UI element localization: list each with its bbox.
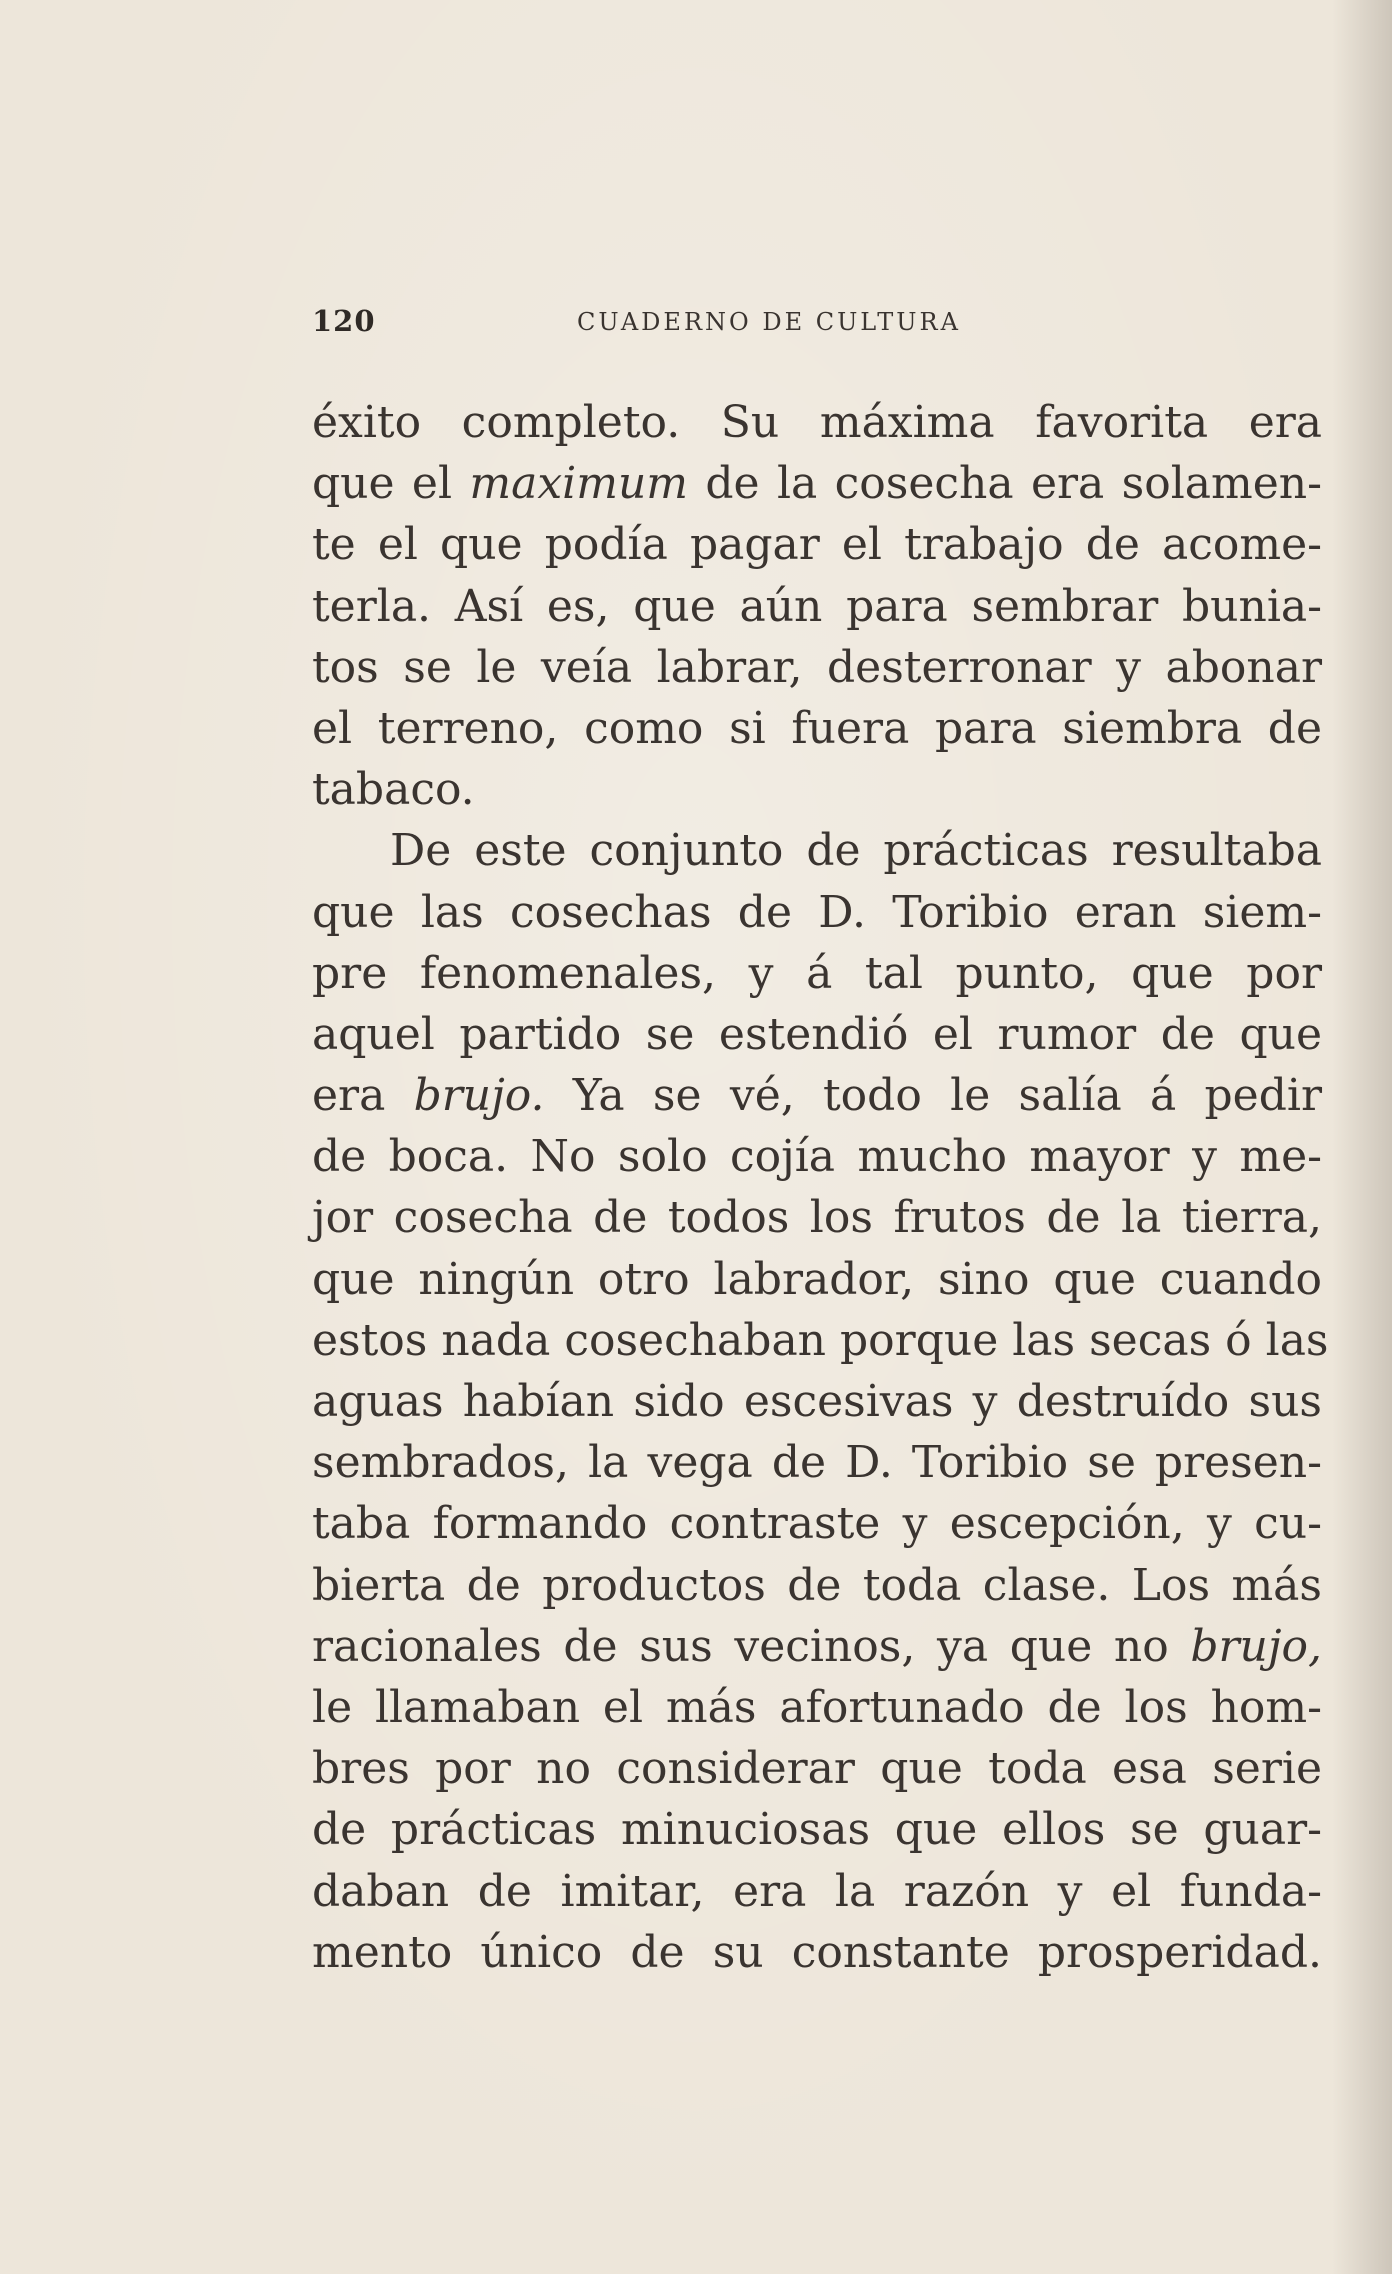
text-span: racionales de sus vecinos, ya que no xyxy=(312,1620,1191,1672)
text-line: tabaco. xyxy=(312,764,475,816)
text-line xyxy=(312,453,1322,514)
text-line: de boca. No solo cojía mucho mayor y me- xyxy=(312,1131,1322,1183)
text-line: aquel partido se estendió el rumor de que xyxy=(312,1008,1322,1060)
text-span: era xyxy=(312,1070,414,1122)
text-line: bres por no considerar que toda esa serie xyxy=(312,1743,1322,1795)
italic-term: brujo. xyxy=(413,1070,545,1122)
text-line: te el que podía pagar el trabajo de acome- xyxy=(312,519,1322,571)
text-line: que las cosechas de D. Toribio eran siem- xyxy=(312,886,1322,938)
running-title: CUADERNO DE CULTURA xyxy=(577,308,961,336)
body-text xyxy=(312,392,1329,1983)
text-line: aguas habían sido escesivas y destruído sus xyxy=(312,1376,1322,1427)
text-line: sembrados, la vega de D. Toribio se presen- xyxy=(312,1437,1322,1489)
text-line: daban de imitar, era la razón y el funda- xyxy=(312,1865,1322,1917)
text-line xyxy=(312,1616,1322,1677)
italic-term: maximum xyxy=(469,458,689,510)
text-line: tos se le veía labrar, desterronar y abonar xyxy=(312,641,1322,693)
page-number: 120 xyxy=(312,304,376,338)
page-edge-shadow xyxy=(1332,0,1392,2274)
text-line: jor cosecha de todos los frutos de la tierra, xyxy=(312,1192,1322,1244)
text-line: mento único de su constante prosperidad. xyxy=(312,1926,1322,1978)
text-line: De este conjunto de prácticas resultaba xyxy=(390,825,1322,877)
text-line: el terreno, como si fuera para siembra de xyxy=(312,702,1322,754)
text-line: estos nada cosechaban porque las secas ó las xyxy=(312,1314,1329,1366)
text-line: de prácticas minuciosas que ellos se guar- xyxy=(312,1804,1322,1856)
text-line: bierta de productos de toda clase. Los más xyxy=(312,1559,1322,1611)
italic-term: brujo, xyxy=(1190,1620,1322,1672)
text-line xyxy=(312,1065,1322,1126)
text-line: pre fenomenales, y á tal punto, que por xyxy=(312,947,1322,999)
text-line: que ningún otro labrador, sino que cuando xyxy=(312,1253,1322,1305)
text-span: que el xyxy=(312,458,470,510)
text-span: de la cosecha era solamen- xyxy=(688,458,1322,510)
running-head xyxy=(312,300,1322,350)
text-line: terla. Así es, que aún para sembrar bunia- xyxy=(312,580,1322,632)
text-span: Ya se vé, todo le salía á pedir xyxy=(544,1070,1322,1122)
text-line: taba formando contraste y escepción, y cu- xyxy=(312,1498,1322,1550)
text-line: éxito completo. Su máxima favorita era xyxy=(312,397,1322,448)
text-line: le llamaban el más afortunado de los hom- xyxy=(312,1681,1322,1733)
